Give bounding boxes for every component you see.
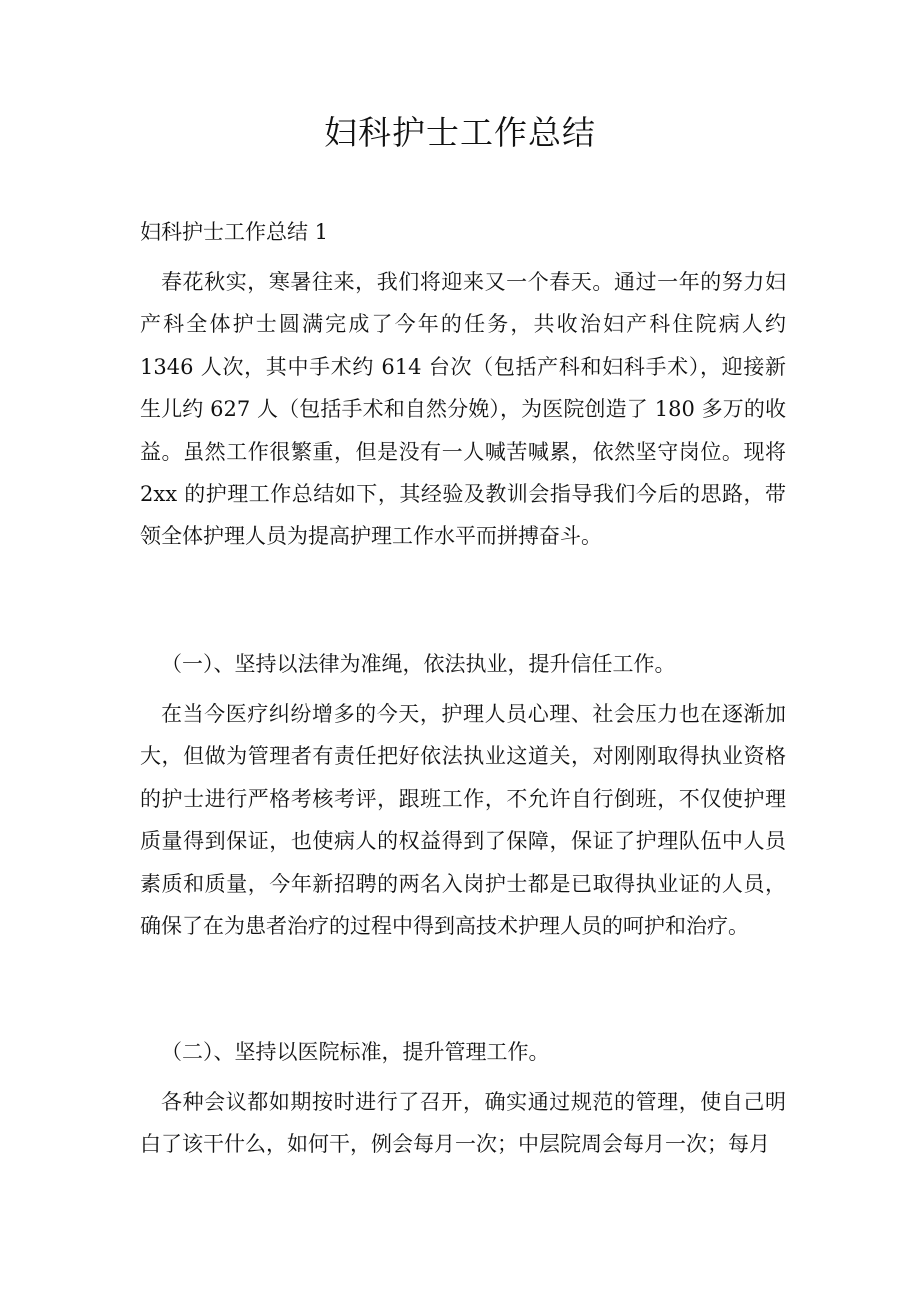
paragraph-law: 在当今医疗纠纷增多的今天，护理人员心理、社会压力也在逐渐加大，但做为管理者有责任把好依法执业这道关，对刚刚取得执业资格的护士进行严格考核考评，跟班工作，不允许自行倒班，不仅使护理质量得到保证，也使病人的权益得到了保障，保证了护理队伍中人员素质和质量，今年新招聘的两名入岗护士都是已取得执业证的人员，确保了在为患者治疗的过程中得到高技术护理人员的呵护和治疗。 — [140, 702, 786, 939]
paragraph-management: 各种会议都如期按时进行了召开，确实通过规范的管理，使自己明白了该干什么，如何干，例会每月一次；中层院周会每月一次；每月 — [140, 1090, 786, 1157]
section-title: 妇科护士工作总结 1 — [140, 220, 329, 244]
heading-management: （二）、坚持以医院标准，提升管理工作。 — [161, 1040, 550, 1064]
heading-law: （一）、坚持以法律为准绳，依法执业，提升信任工作。 — [161, 652, 676, 676]
paragraph-intro: 春花秋实，寒暑往来，我们将迎来又一个春天。通过一年的努力妇产科全体护士圆满完成了今年的任务，共收治妇产科住院病人约 1346 人次，其中手术约 614 台次（包括产科和妇科手术），迎接新生儿约 627 人（包括手术和自然分娩），为医院创造了 180 多万的收益。虽然工作很繁重，但是没有一人喊苦喊累，依然坚守岗位。现将 2xx 的护理工作总结如下，其经验及教训会指导我们今后的思路，带领全体护理人员为提高护理工作水平而拼搏奋斗。 — [140, 270, 786, 549]
document-title: 妇科护士工作总结 — [324, 113, 596, 152]
